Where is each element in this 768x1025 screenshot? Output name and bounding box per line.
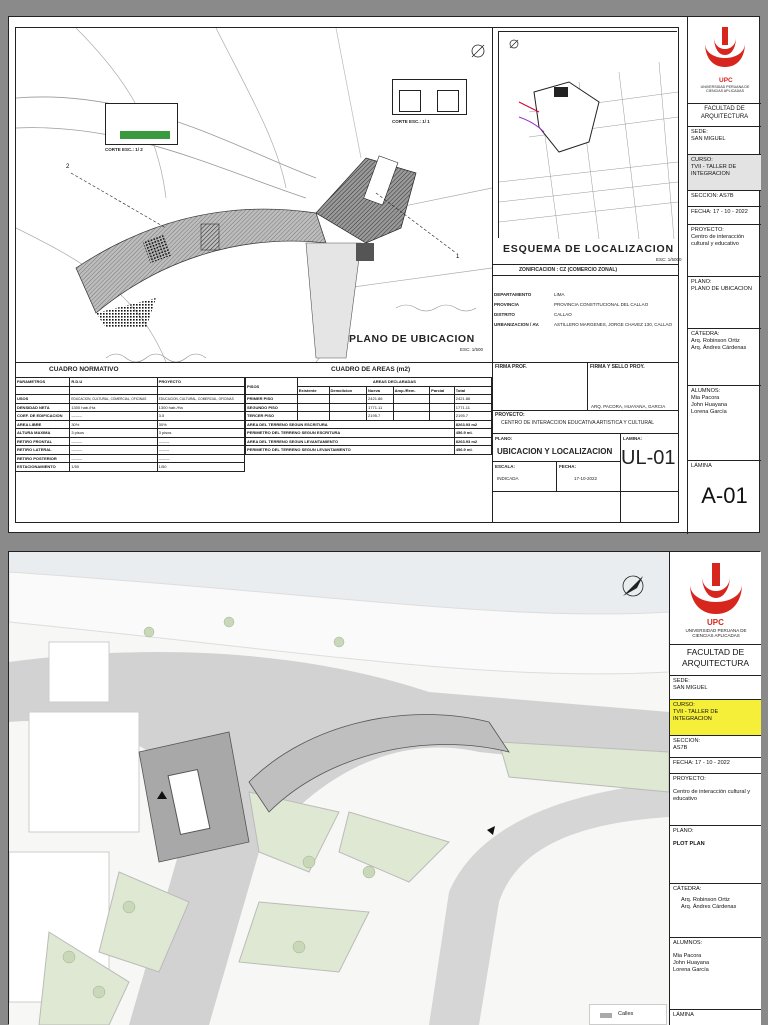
title-block-1: UPC UNIVERSIDAD PERUANA DE CIENCIAS APLICADAS FACULTAD DE ARQUITECTURA SEDE: SAN MIGUEL CURSO: TVII - TALLER DE INTEGRACION SECCION: AS7B FECHA: 17 - 10 - 2022 PROYECTO: Centro de interacción cultural y educativo PLANO: PLANO DE UBICACION CÁTEDRA: Arq. Robinson Ortiz Arq. Ándres Cárdenas ALUMNOS: Mia Pacora John Huayana Lorena García LÁMINA A-01: [687, 17, 761, 534]
section-label-2: CORTE ESC.: 1/ 2: [105, 147, 143, 152]
lamina-code: UL-01: [621, 447, 676, 469]
location-row: DEPARTAMENTO: [494, 292, 532, 297]
section-thumbnail-2: [105, 103, 178, 145]
firma-sello-label: FIRMA Y SELLO PROY.: [590, 364, 645, 370]
plano-value: UBICACION Y LOCALIZACION: [497, 447, 613, 456]
upc-logo-icon: [700, 23, 750, 73]
curso: TVII - TALLER DE INTEGRACION: [673, 708, 719, 722]
legend-label: Calles: [618, 1011, 634, 1017]
curso: TVII - TALLER DE INTEGRACION: [691, 163, 737, 177]
fecha: FECHA: 17 - 10 - 2022: [688, 207, 761, 225]
plan-sheet-1: 2 1 CORTE ESC.: 1/ 2 CORTE ESC.: 1/ 1 PLANO DE UBICACION ESC: 1/500 ESQUEMA DE LOCALIZACION ESC: 1/5000 ZONIFICACION : CZ (COMERCIO ZONAL) DEPARTAMENTO LIMA PROVINCIA PROVINCIA CONSTITUCIONAL DEL CALLAO DISTRITO CALLAO URBANIZACION / AV. ASTILLERO MARGENES, JORGE CHAVEZ 130, CALLAO CUADRO NORMATIVO CUADRO DE AREAS (m2) PARAMETROS R.D.U PROYECTO USOS EDUCACION, CULTURAL, COMERCIAL, OFICINAS EDUCACION, CULTURAL, COMERCIAL, OFICINAS DENSIDAD NETA 1300 hab./Ha 1300 hab./Ha COEF. DE EDIFICACION -------- 3.5 AREA LIBRE 30% 30% ALTURA MAXIMA 3 pisos 3 pisos RETIRO FRONTAL -------- -------- RETIRO LATERAL -------- -------- RETIRO POSTERIOR -------- -------- ESTACIONAMIENTO 1/50 1/50 PISOS AREAS DECLARADAS Existente Demolicion Nueva Amp./Rem. Parcial Total PRIMER PISO 2421.86 2421.86 SEGUNDO PISO 1771.11 1771.11 TERCER PISO 2195.7 2195.7 AREA DEL TERRENO SEGUN ESCRITURA 8263.93 m2 PERIMETRO DEL TERRENO SEGUN ESCRITURA 456.9 ml. AREA DEL TERRENO SEGUN LEVANTAMIENTO 8263.93 m2 PERIMETRO DEL TERRENO SEGUN LEVANTAMIENTO 456.9 ml. FIRMA PROF. FIRMA Y SELLO PROY. ARQ. PACORA, HUAYANA, GARCIA PROYECTO: CENTRO DE INTERACCION EDUCATIVA ARTISTICA Y CULTURAL PLANO: UBICACION Y LOCALIZACION LAMINA: UL-01 ESCALA: INDICADA FECHA: 17-10-2022 UPC UNIVERSIDAD PERUANA DE CIENCIAS APLICADAS FACULTAD DE ARQUITECTURA SEDE: SAN MIGUEL CURSO: TVII - TALLER DE INTEGRACION SECCION: AS7B FECHA: 17 - 10 - 2022 PROYECTO: Centro de interacción cultural y educativo PLANO: PLANO DE UBICACION CÁTEDRA: Arq. Robinson Ortiz Arq. Ándres Cárdenas ALUMNOS: Mia Pacora John Huayana Lorena García LÁMINA A-01: [8, 16, 760, 533]
faculty: FACULTAD DE ARQUITECTURA: [688, 103, 761, 127]
fecha-value: 17-10-2022: [574, 476, 598, 481]
proyecto: Centro de interacción cultural y educativo: [691, 233, 745, 247]
seccion: SECCION: AS7B: [688, 191, 761, 207]
cuadro-normativo-title: CUADRO NORMATIVO: [49, 366, 119, 373]
faculty: FACULTAD DE ARQUITECTURA: [670, 644, 761, 676]
plan-title: PLANO DE UBICACION: [349, 333, 475, 345]
legend-box: [589, 1004, 667, 1025]
location-row: PROVINCIA: [494, 302, 520, 307]
section-label-1: CORTE ESC.: 1/ 1: [392, 119, 430, 124]
svg-text:1: 1: [456, 254, 460, 260]
title-block-2: UPC UNIVERSIDAD PERUANA DE CIENCIAS APLICADAS FACULTAD DE ARQUITECTURA SEDE: SAN MIGUEL CURSO: TVII - TALLER DE INTEGRACION SECCION: AS7B FECHA: 17 - 10 - 2022 PROYECTO: Centro de interacción cultural y educativo PLANO: PLOT PLAN CÁTEDRA: Arq. Robinson Ortiz Arq. Ándres Cárdenas ALUMNOS: Mia Pacora John Huayana Lorena García LÁMINA: [669, 552, 761, 1025]
legend-swatch: [600, 1013, 612, 1018]
localization-scale: ESC: 1/5000: [656, 257, 682, 262]
escala-value: INDICADA: [497, 476, 519, 481]
proyecto-value: CENTRO DE INTERACCION EDUCATIVA ARTISTICA Y CULTURAL: [501, 420, 655, 426]
upc-logo-icon: [684, 560, 748, 618]
location-row: URBANIZACION / AV.: [494, 322, 540, 327]
cuadro-normativo-table: PARAMETROS R.D.U PROYECTO USOS EDUCACION, CULTURAL, COMERCIAL, OFICINAS EDUCACION, CULTURAL, COMERCIAL, OFICINAS DENSIDAD NETA 1300 hab./Ha 1300 hab./Ha COEF. DE EDIFICACION -------- 3.5 AREA LIBRE 30% 30% ALTURA MAXIMA 3 pisos 3 pisos RETIRO FRONTAL -------- -------- RETIRO LATERAL -------- -------- RETIRO POSTERIOR -------- -------- ESTACIONAMIENTO 1/50 1/50: [15, 377, 245, 472]
location-row: DISTRITO: [494, 312, 515, 317]
proyecto: Centro de interacción cultural y educativo: [673, 788, 751, 802]
sede: SAN MIGUEL: [691, 135, 726, 142]
plano: PLOT PLAN: [673, 840, 705, 847]
zonificacion: ZONIFICACION : CZ (COMERCIO ZONAL): [519, 267, 618, 273]
plan-sheet-2: [8, 551, 760, 1024]
plano: PLANO DE UBICACION: [691, 285, 752, 292]
cuadro-areas-title: CUADRO DE AREAS (m2): [331, 366, 411, 373]
plan-scale: ESC: 1/500: [460, 347, 484, 352]
sede: SAN MIGUEL: [673, 684, 708, 691]
cuadro-areas-table: PISOS AREAS DECLARADAS Existente Demolicion Nueva Amp./Rem. Parcial Total PRIMER PISO 2421.86 2421.86 SEGUNDO PISO 1771.11 1771.11 TERCER PISO 2195.7 2195.7 AREA DEL TERRENO SEGUN ESCRITURA 8263.93 m2 PERIMETRO DEL TERRENO SEGUN ESCRITURA 456.9 ml. AREA DEL TERRENO SEGUN LEVANTAMIENTO 8263.93 m2 PERIMETRO DEL TERRENO SEGUN LEVANTAMIENTO 456.9 ml.: [245, 377, 492, 455]
firma-prof-label: FIRMA PROF.: [495, 364, 527, 370]
fecha: FECHA: 17 - 10 - 2022: [670, 758, 761, 774]
localization-map: [498, 31, 677, 238]
seccion: AS7B: [673, 744, 688, 751]
svg-text:2: 2: [66, 164, 70, 170]
localization-title: ESQUEMA DE LOCALIZACION: [503, 243, 674, 255]
firma-names: ARQ. PACORA, HUAYANA, GARCIA: [591, 404, 666, 409]
section-thumbnail-1: [392, 79, 467, 115]
plot-plan-drawing: [9, 552, 669, 1025]
sheet-number: A-01: [701, 482, 748, 508]
